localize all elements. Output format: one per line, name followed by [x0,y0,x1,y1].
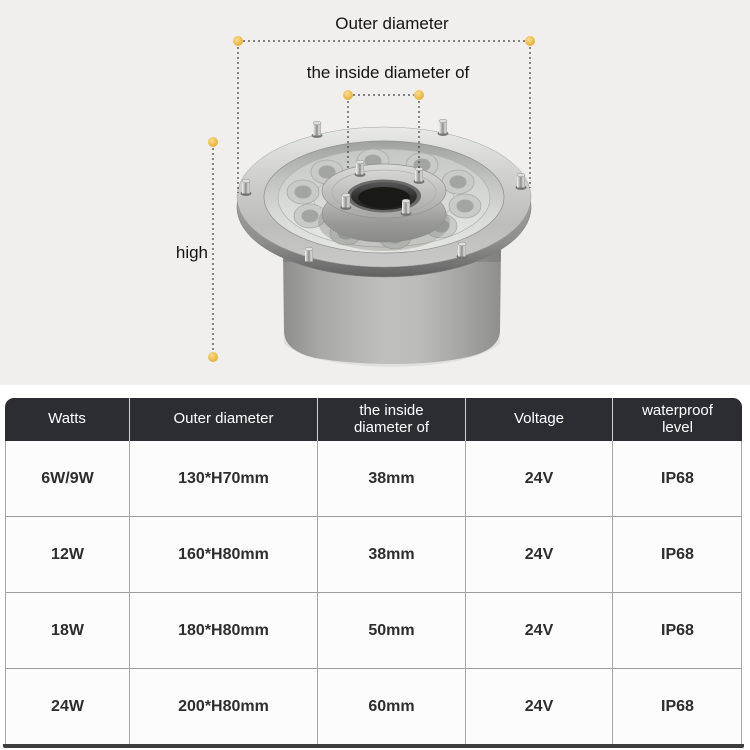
cell-inside-diameter: 38mm [317,517,465,592]
cell-waterproof: IP68 [612,669,742,744]
cell-outer-diameter: 160*H80mm [129,517,317,592]
cell-watts: 6W/9W [41,469,94,487]
cell-inside-diameter: 60mm [317,669,465,744]
table-row [6,669,741,744]
header-waterproof: waterproof level [612,398,742,441]
center-hub [318,164,450,251]
cell-waterproof: IP68 [612,441,742,516]
table-row [6,441,741,517]
spec-table [5,398,742,748]
header-watts: Watts [48,410,86,428]
height-label: high [175,243,208,262]
spec-table-header [5,398,742,441]
cell-watts: 24W [51,697,84,715]
cell-voltage: 24V [465,441,612,516]
cell-voltage: 24V [465,593,612,668]
spec-table-body [5,441,742,744]
inside-diameter-label: the inside diameter of [306,63,470,82]
cell-voltage: 24V [465,517,612,592]
outer-diameter-label: Outer diameter [335,14,449,33]
cell-outer-diameter: 180*H80mm [129,593,317,668]
cell-outer-diameter: 130*H70mm [129,441,317,516]
cell-waterproof: IP68 [612,517,742,592]
cell-watts: 18W [51,621,84,639]
table-row [6,593,741,669]
cell-watts: 12W [51,545,84,563]
cell-voltage: 24V [465,669,612,744]
header-outer-diameter: Outer diameter [129,398,317,441]
table-row [6,517,741,593]
cell-inside-diameter: 50mm [317,593,465,668]
cell-waterproof: IP68 [612,593,742,668]
header-inside-diameter: the inside diameter of [317,398,465,441]
cell-outer-diameter: 200*H80mm [129,669,317,744]
cell-inside-diameter: 38mm [317,441,465,516]
table-bottom-bar [3,744,744,748]
header-voltage: Voltage [465,398,612,441]
